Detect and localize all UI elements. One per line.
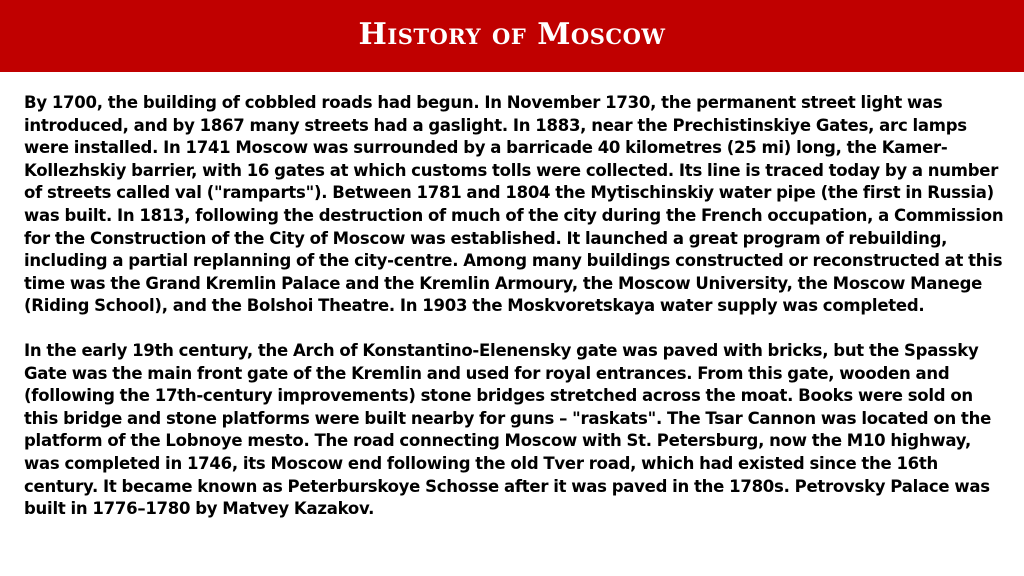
title-bar <box>0 0 1024 72</box>
slide-title: History of Moscow <box>358 16 666 52</box>
body-paragraph-2: In the early 19th century, the Arch of Konstantino-Elenensky gate was paved with bricks, but the Spassky Gate was the main front gate of the Kremlin and used for royal entrances. From this gate, wooden and (following the 17th-century improvements) stone bridges stretched across the moat. Books were sold on this bridge and stone platforms were built nearby for guns – "raskats". The Tsar Cannon was located on the platform of the Lobnoye mesto. The road connecting Moscow with St. Petersburg, now the M10 highway, was completed in 1746, its Moscow end following the old Tver road, which had existed since the 16th century. It became known as Peterburskoye Schosse after it was paved in the 1780s. Petrovsky Palace was built in 1776–1780 by Matvey Kazakov. <box>24 340 992 519</box>
slide-body <box>24 92 1004 521</box>
body-paragraph-1: By 1700, the building of cobbled roads had begun. In November 1730, the permanent street light was introduced, and by 1867 many streets had a gaslight. In 1883, near the Prechistinskiye Gates, arc lamps were installed. In 1741 Moscow was surrounded by a barricade 40 kilometres (25 mi) long, the Kamer-Kollezhskiy barrier, with 16 gates at which customs tolls were collected. Its line is traced today by a number of streets called val ("ramparts"). Between 1781 and 1804 the Mytischinskiy water pipe (the first in Russia) was built. In 1813, following the destruction of much of the city during the French occupation, a Commission for the Construction of the City of Moscow was established. It launched a great program of rebuilding, including a partial replanning of the city-centre. Among many buildings constructed or reconstructed at this time was the Grand Kremlin Palace and the Kremlin Armoury, the Moscow University, the Moscow Manege (Riding School), and the Bolshoi Theatre. In 1903 the Moskvoretskaya water supply was completed. <box>24 93 1004 316</box>
